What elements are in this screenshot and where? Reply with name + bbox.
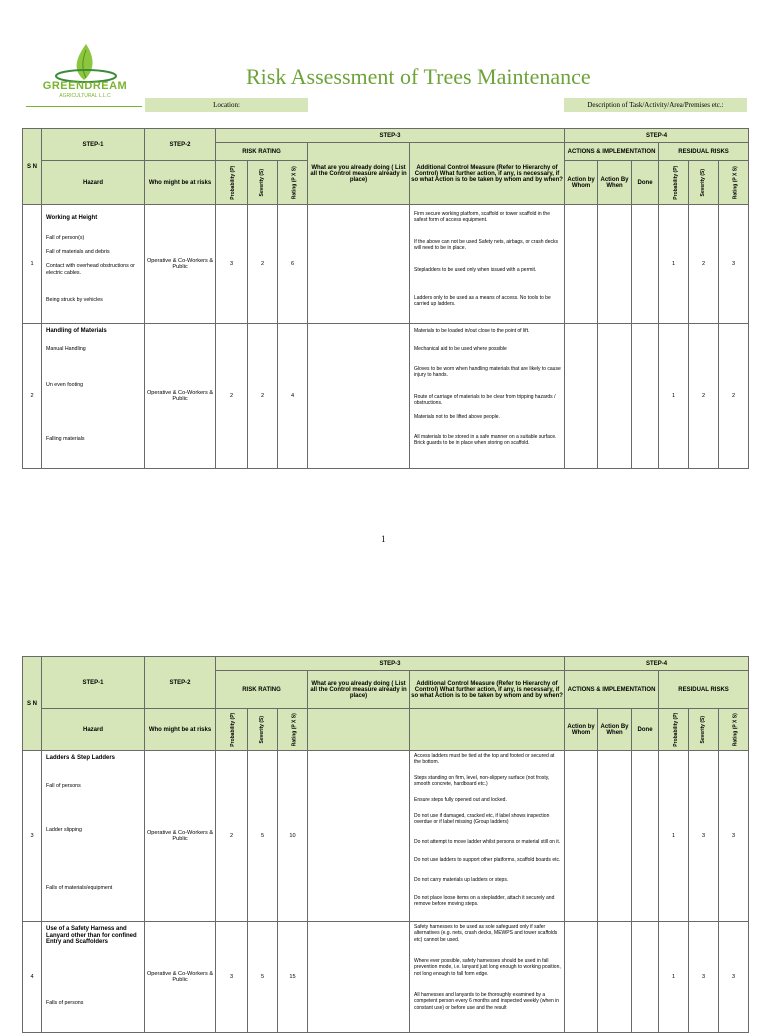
col-severity: Severity (S) [259,169,266,197]
page-number: 1 [381,534,386,544]
logo-subtitle: AGRICULTURAL L.L.C [59,93,111,99]
control-item: Route of carriage of materials to be clear from tripping hazards / obstructions. [414,394,556,407]
control-item: Access ladders must be tied at the top and footed or secured at the bottom. [414,753,555,766]
control-item: Ladders only to be used as a means of access. No tools to be carried up ladders. [414,295,551,308]
hazard-item: Ladder slipping [46,827,82,833]
hazard-item: Falling materials [46,436,85,442]
logo-divider [26,106,142,107]
col-risk-rating: RISK RATING [216,143,308,161]
control-item: Materials to be loaded in/out close to the point of lift. [414,328,530,334]
row-sn: 4 [23,922,42,1033]
already-doing-cell [308,922,410,1033]
hazard-item: Contact with overhead obstructions or electric cables. [46,263,135,276]
already-doing-cell [308,205,410,324]
col-res-rating: Rating (P X S) [732,166,739,200]
control-item: All harnesses and lanyards to be thoroughly examined by a competent person every 6 months and inspected weekly (when in constant use) or before use and the result [414,992,560,1011]
severity-value: 2 [248,324,278,469]
col-residual: RESIDUAL RISKS [659,671,749,709]
control-item: Stepladders to be used only when issued with a permit. [414,267,537,273]
col-who: Who might be at risks [145,709,216,751]
hazard-item: Fall of persons [46,783,81,789]
hazard-title: Handling of Materials [46,328,107,334]
col-risk-rating: RISK RATING [216,671,308,709]
already-doing-cell [308,324,410,469]
control-item: Firm secure working platform, scaffold or tower scaffold in the safest form of access equipment. [414,211,550,224]
col-already-doing: What are you already doing ( List all the Control measure already in place) [308,143,410,205]
col-additional-control: Additional Control Measure (Refer to Hierarchy of Control) What further action, if any, is necessary, if so what Action is to be taken by whom and by when? [410,143,565,205]
who-at-risk: Operative & Co-Workers & Public [145,751,216,922]
table-row [23,922,749,1033]
res-probability-value: 1 [659,922,689,1033]
res-rating-value: 3 [719,205,749,324]
res-probability-value: 1 [659,751,689,922]
control-item: Ensure steps fully opened out and locked. [414,797,507,803]
done-cell [632,324,659,469]
hazard-item: Falls of persons [46,1000,84,1006]
col-hazard: Hazard [42,161,145,205]
hazard-item: Fall of person(s) [46,235,85,241]
col-action-by-whom: Action by Whom [565,161,598,205]
control-item: If the above can not be used Safety nets, airbags, or crash decks will need to be in place. [414,239,558,252]
col-severity: Severity (S) [259,716,266,744]
control-item: All materials to be stored in a safe manner on a suitable surface. Brick guards to be in place when storing on scaffold. [414,434,557,447]
risk-table-page-2 [22,656,749,1033]
who-at-risk: Operative & Co-Workers & Public [145,922,216,1033]
rating-value: 10 [278,751,308,922]
col-who: Who might be at risks [145,161,216,205]
col-action-by-when: Action By When [598,161,632,205]
control-item: Mechanical aid to be used where possible [414,346,507,352]
action-by-whom-cell [565,324,598,469]
res-rating-value: 2 [719,324,749,469]
col-rating: Rating (P X S) [291,166,298,200]
hazard-title: Working at Height [46,215,98,221]
row-sn: 1 [23,205,42,324]
col-additional-control: Additional Control Measure (Refer to Hierarchy of Control) What further action, if any, is necessary, if so what Action is to be taken by whom and by when? [410,671,565,709]
table-row [23,324,749,469]
already-doing-cell [308,751,410,922]
action-by-when-cell [598,205,632,324]
hazard-item: Falls of materials/equipment [46,885,113,891]
col-step3: STEP-3 [216,129,565,143]
col-res-probability: Probability (P) [673,166,680,200]
probability-value: 2 [216,324,248,469]
col-actions-impl: ACTIONS & IMPLEMENTATION [565,143,659,161]
col-sn: S N [23,657,42,751]
col-actions-impl: ACTIONS & IMPLEMENTATION [565,671,659,709]
control-item: Materials not to be lifted above people. [414,414,500,420]
control-item: Gloves to be worn when handling materials that are likely to cause injury to hands. [414,366,561,379]
col-step4: STEP-4 [565,657,749,671]
hazard-item: Being struck by vehicles [46,297,103,303]
document-title: Risk Assessment of Trees Maintenance [246,64,591,89]
res-severity-value: 3 [689,751,719,922]
description-field[interactable]: Description of Task/Activity/Area/Premises etc.: [564,98,747,112]
hazard-item: Fall of materials and debris [46,249,110,255]
action-by-when-cell [598,922,632,1033]
col-probability: Probability (P) [230,166,237,200]
res-rating-value: 3 [719,751,749,922]
action-by-when-cell [598,751,632,922]
severity-value: 5 [248,922,278,1033]
col-already-doing: What are you already doing ( List all the Control measure already in place) [308,671,410,709]
hazard-title: Ladders & Step Ladders [46,755,116,761]
who-at-risk: Operative & Co-Workers & Public [145,205,216,324]
col-step4: STEP-4 [565,129,749,143]
col-res-rating: Rating (P X S) [732,713,739,747]
rating-value: 6 [278,205,308,324]
table-row [23,751,749,922]
res-severity-value: 2 [689,324,719,469]
table-row [23,205,749,324]
control-item: Do not place loose items on a stepladder, attach it securely and remove before moving steps. [414,895,555,908]
col-rating: Rating (P X S) [291,713,298,747]
probability-value: 2 [216,751,248,922]
res-rating-value: 3 [719,922,749,1033]
hazard-title: Use of a Safety Harness and Lanyard other than for confined Entry and Scaffolders [46,926,137,945]
row-sn: 2 [23,324,42,469]
col-action-by-when: Action By When [598,709,632,751]
severity-value: 2 [248,205,278,324]
severity-value: 5 [248,751,278,922]
done-cell [632,922,659,1033]
done-cell [632,751,659,922]
control-item: Do not use ladders to support other platforms, scaffold boards etc. [414,857,561,863]
control-item: Do not carry materials up ladders or steps. [414,877,509,883]
hazard-item: Un even footing [46,382,84,388]
res-severity-value: 2 [689,205,719,324]
hazard-item: Manual Handling [46,346,86,352]
col-residual: RESIDUAL RISKS [659,143,749,161]
col-step1: STEP-1 [42,657,145,709]
col-step2: STEP-2 [145,129,216,161]
res-severity-value: 3 [689,922,719,1033]
col-step3: STEP-3 [216,657,565,671]
already-doing-header-blank [308,709,410,751]
control-item: Safety harnesses to be used as sole safeguard only if safer alternatives (e.g. nets, crash decks, MEWPS and tower scaffolds etc) cannot be used. [414,924,558,943]
rating-value: 15 [278,922,308,1033]
col-res-severity: Severity (S) [700,716,707,744]
control-item: Where ever possible, safety harnesses should be used in fall prevention mode, i.e. lanyard just long enough to working position, not long enough to fall form edge. [414,958,561,977]
location-field[interactable]: Location: [145,98,308,112]
col-action-by-whom: Action by Whom [565,709,598,751]
action-by-whom-cell [565,751,598,922]
col-probability: Probability (P) [230,713,237,747]
col-step1: STEP-1 [42,129,145,161]
action-by-when-cell [598,324,632,469]
probability-value: 3 [216,922,248,1033]
row-sn: 3 [23,751,42,922]
col-done: Done [632,161,659,205]
done-cell [632,205,659,324]
rating-value: 4 [278,324,308,469]
col-res-severity: Severity (S) [700,169,707,197]
col-res-probability: Probability (P) [673,713,680,747]
col-sn: S N [23,129,42,205]
res-probability-value: 1 [659,205,689,324]
who-at-risk: Operative & Co-Workers & Public [145,324,216,469]
res-probability-value: 1 [659,324,689,469]
control-item: Steps standing on firm, level, non-slippery surface (not frosty, smooth concrete, hardboard etc.) [414,775,550,788]
risk-table-page-1 [22,128,749,469]
col-hazard: Hazard [42,709,145,751]
control-item: Do not use if damaged, cracked etc, if label shows inspection overdue or if label missing (Group ladders) [414,813,550,826]
action-by-whom-cell [565,205,598,324]
logo-name: GREENDREAM [42,80,128,92]
probability-value: 3 [216,205,248,324]
col-step2: STEP-2 [145,657,216,709]
greendream-logo [26,40,146,110]
action-by-whom-cell [565,922,598,1033]
col-done: Done [632,709,659,751]
additional-control-header-blank [410,709,565,751]
control-item: Do not attempt to move ladder whilst persons or material still on it. [414,839,561,845]
